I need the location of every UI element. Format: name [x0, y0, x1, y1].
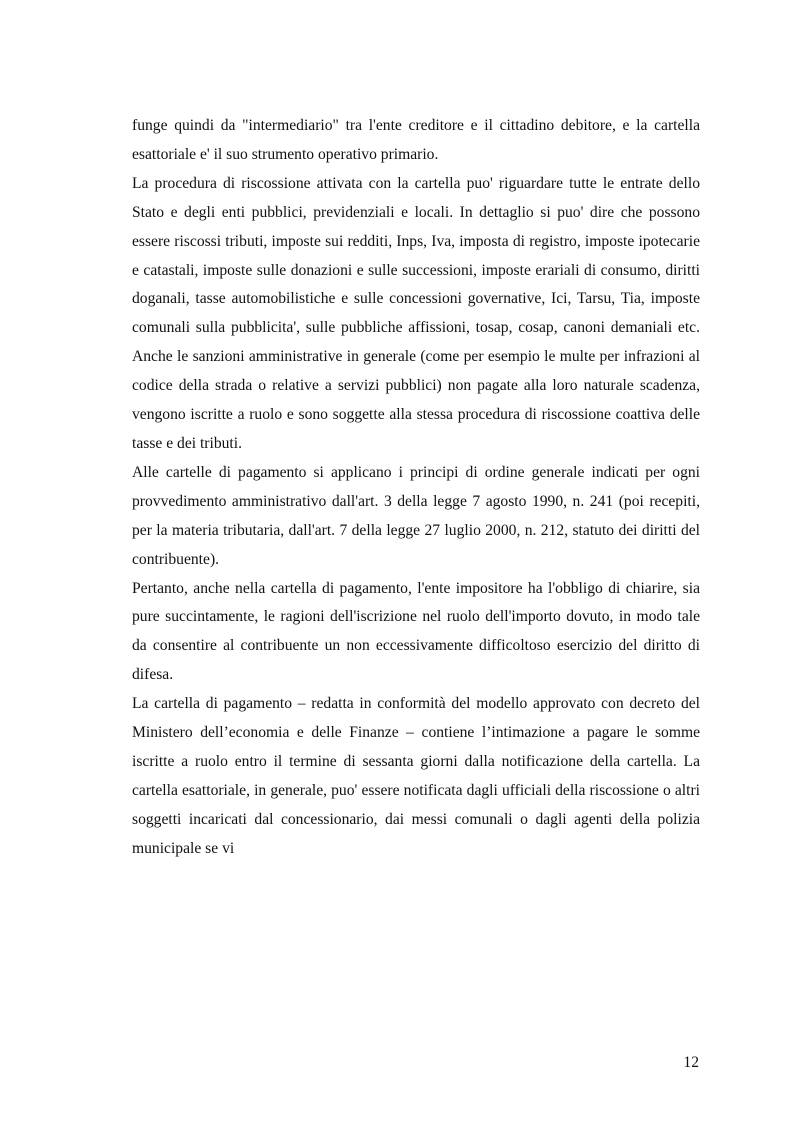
- body-text: [132, 112, 700, 864]
- paragraph-1: funge quindi da "intermediario" tra l'ente creditore e il cittadino debitore, e la cartella esattoriale e' il suo strumento operativo primario.: [132, 117, 700, 163]
- paragraph-2: La procedura di riscossione attivata con la cartella puo' riguardare tutte le entrate dello Stato e degli enti pubblici, previdenziali e locali. In dettaglio si puo' dire che possono essere riscossi tributi, imposte sui redditi, Inps, Iva, imposta di registro, imposte ipotecarie e catastali, imposte sulle donazioni e sulle successioni, imposte erariali di consumo, diritti doganali, tasse automobilistiche e sulle concessioni governative, Ici, Tarsu, Tia, imposte comunali sulla pubblicita', sulle pubbliche affissioni, tosap, cosap, canoni demaniali etc. Anche le sanzioni amministrative in generale (come per esempio le multe per infrazioni al codice della strada o relative a servizi pubblici) non pagate alla loro naturale scadenza, vengono iscritte a ruolo e sono soggette alla stessa procedura di riscossione coattiva delle tasse e dei tributi.: [132, 174, 700, 452]
- paragraph-3: Alle cartelle di pagamento si applicano i principi di ordine generale indicati per ogni provvedimento amministrativo dall'art. 3 della legge 7 agosto 1990, n. 241 (poi recepiti, per la materia tributaria, dall'art. 7 della legge 27 luglio 2000, n. 212, statuto dei diritti del contribuente).: [132, 463, 700, 568]
- paragraph-5: La cartella di pagamento – redatta in conformità del modello approvato con decreto del Ministero dell’economia e delle Finanze – contiene l’intimazione a pagare le somme iscritte a ruolo entro il termine di sessanta giorni dalla notificazione della cartella. La cartella esattoriale, in generale, puo' essere notificata dagli ufficiali della riscossione o altri soggetti incaricati dal concessionario, dai messi comunali o dagli agenti della polizia municipale se vi: [132, 695, 700, 857]
- paragraph-4: Pertanto, anche nella cartella di pagamento, l'ente impositore ha l'obbligo di chiarire, sia pure succintamente, le ragioni dell'iscrizione nel ruolo dell'importo dovuto, in modo tale da consentire al contribuente un non eccessivamente difficoltoso esercizio del diritto di difesa.: [132, 579, 700, 684]
- page-number: 12: [683, 1054, 699, 1071]
